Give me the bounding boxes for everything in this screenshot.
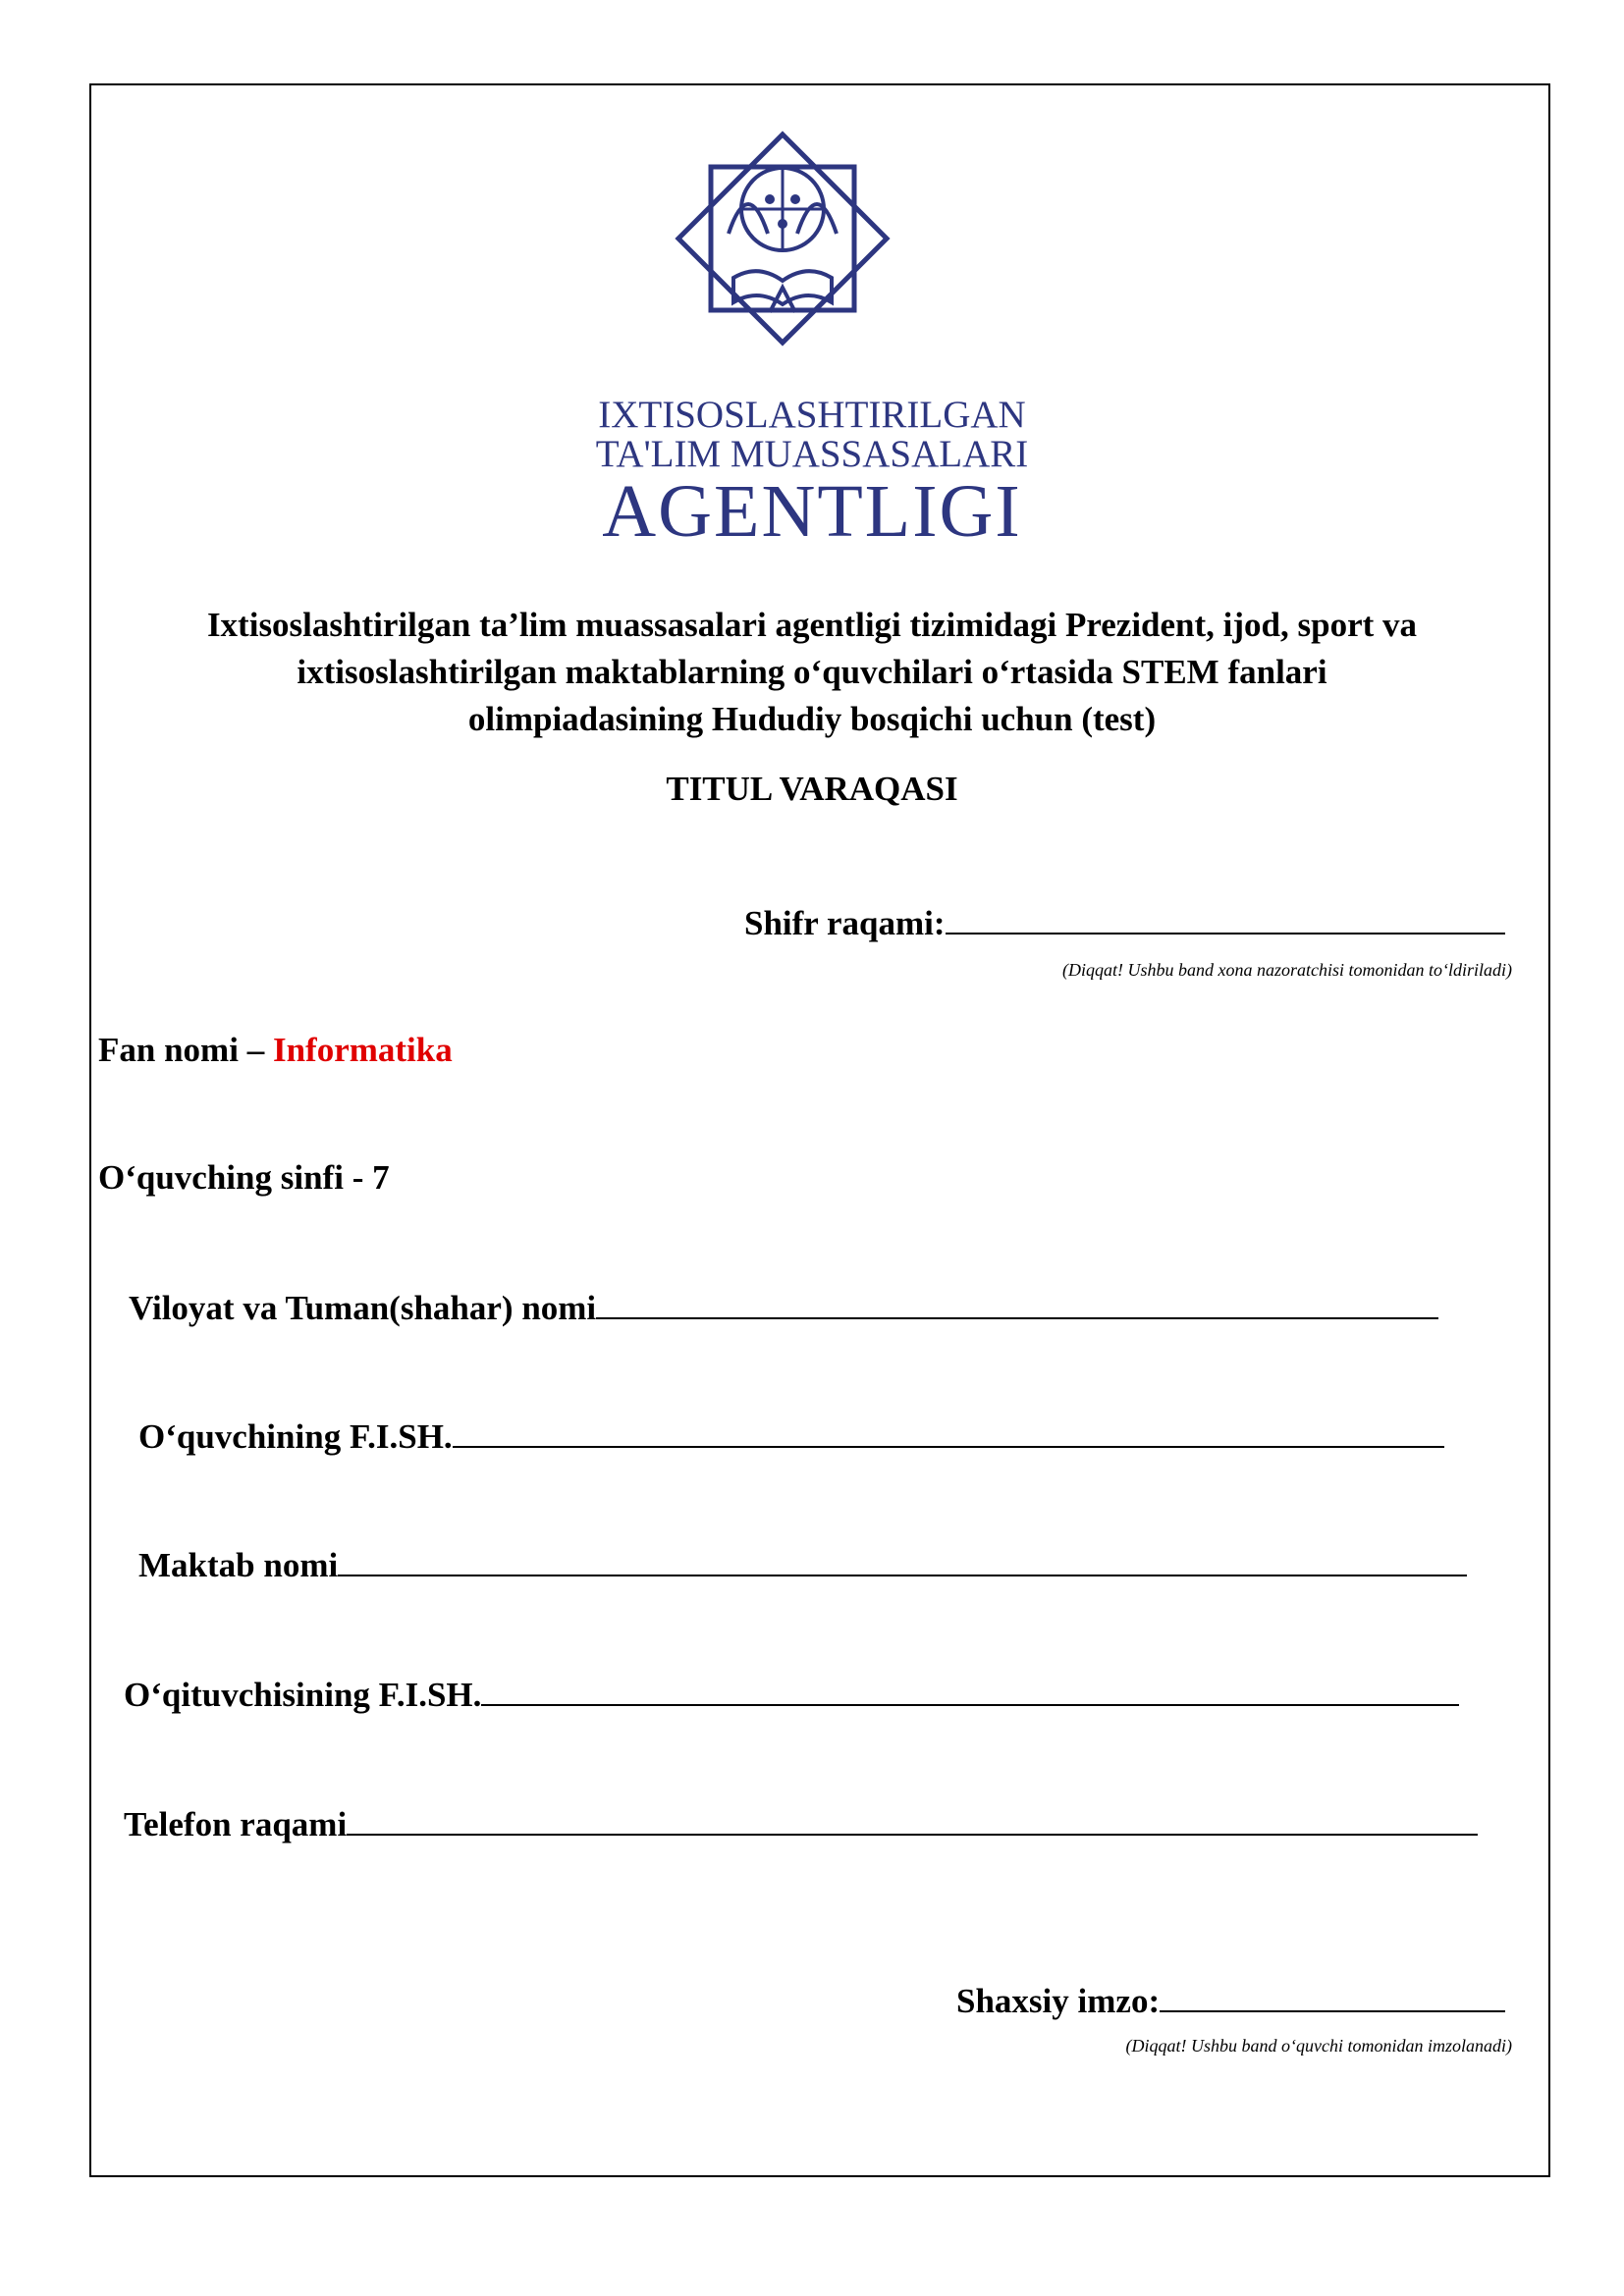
- signature-label: Shaxsiy imzo:: [956, 1982, 1161, 2020]
- sheet-title: TITUL VARAQASI: [666, 770, 958, 808]
- subject-row: [98, 1031, 453, 1070]
- title-line: ixtisoslashtirilgan maktablarning o‘quvchilari o‘rtasida STEM fanlari: [297, 653, 1327, 691]
- grade-label: O‘quvching sinfi - 7: [98, 1158, 390, 1197]
- teacher-name-input-line[interactable]: [481, 1675, 1459, 1706]
- subject-label: Fan nomi –: [98, 1031, 273, 1069]
- teacher-name-label: O‘qituvchisining F.I.SH.: [124, 1676, 482, 1714]
- phone-field-row: [124, 1804, 1478, 1844]
- title-line: Ixtisoslashtirilgan ta’lim muassasalari agentligi tizimidagi Prezident, ijod, sport va: [206, 606, 1418, 644]
- phone-input-line[interactable]: [347, 1804, 1478, 1836]
- title-line: olimpiadasining Hududiy bosqichi uchun (test): [467, 700, 1157, 738]
- signature-note: (Diqqat! Ushbu band o‘quvchi tomonidan imzolanadi): [1125, 2036, 1512, 2056]
- signature-row: [956, 1981, 1505, 2021]
- signature-input-line[interactable]: [1160, 1981, 1505, 2012]
- school-field-row: [138, 1545, 1467, 1585]
- brand-line-1: IXTISOSLASHTIRILGAN: [598, 394, 1026, 436]
- code-label: Shifr raqami:: [744, 904, 946, 942]
- teacher-name-field-row: [124, 1675, 1459, 1715]
- brand-line-3: AGENTLIGI: [602, 470, 1022, 553]
- student-name-label: O‘quvchining F.I.SH.: [138, 1417, 453, 1456]
- region-field-row: [129, 1288, 1438, 1328]
- subject-value: Informatika: [272, 1031, 453, 1069]
- student-name-field-row: [138, 1416, 1444, 1457]
- school-input-line[interactable]: [338, 1545, 1467, 1576]
- phone-label: Telefon raqami: [124, 1805, 348, 1843]
- code-note: (Diqqat! Ushbu band xona nazoratchisi tomonidan to‘ldiriladi): [1062, 960, 1512, 980]
- school-label: Maktab nomi: [138, 1546, 339, 1584]
- code-input-line[interactable]: [946, 903, 1505, 934]
- code-row: [744, 903, 1505, 943]
- brand-line-2: TA'LIM MUASSASALARI: [595, 433, 1029, 475]
- document-title: [0, 602, 1624, 743]
- region-input-line[interactable]: [596, 1288, 1438, 1319]
- region-label: Viloyat va Tuman(shahar) nomi: [129, 1289, 597, 1327]
- agency-star-emblem-icon: [660, 116, 905, 361]
- student-name-input-line[interactable]: [453, 1416, 1444, 1448]
